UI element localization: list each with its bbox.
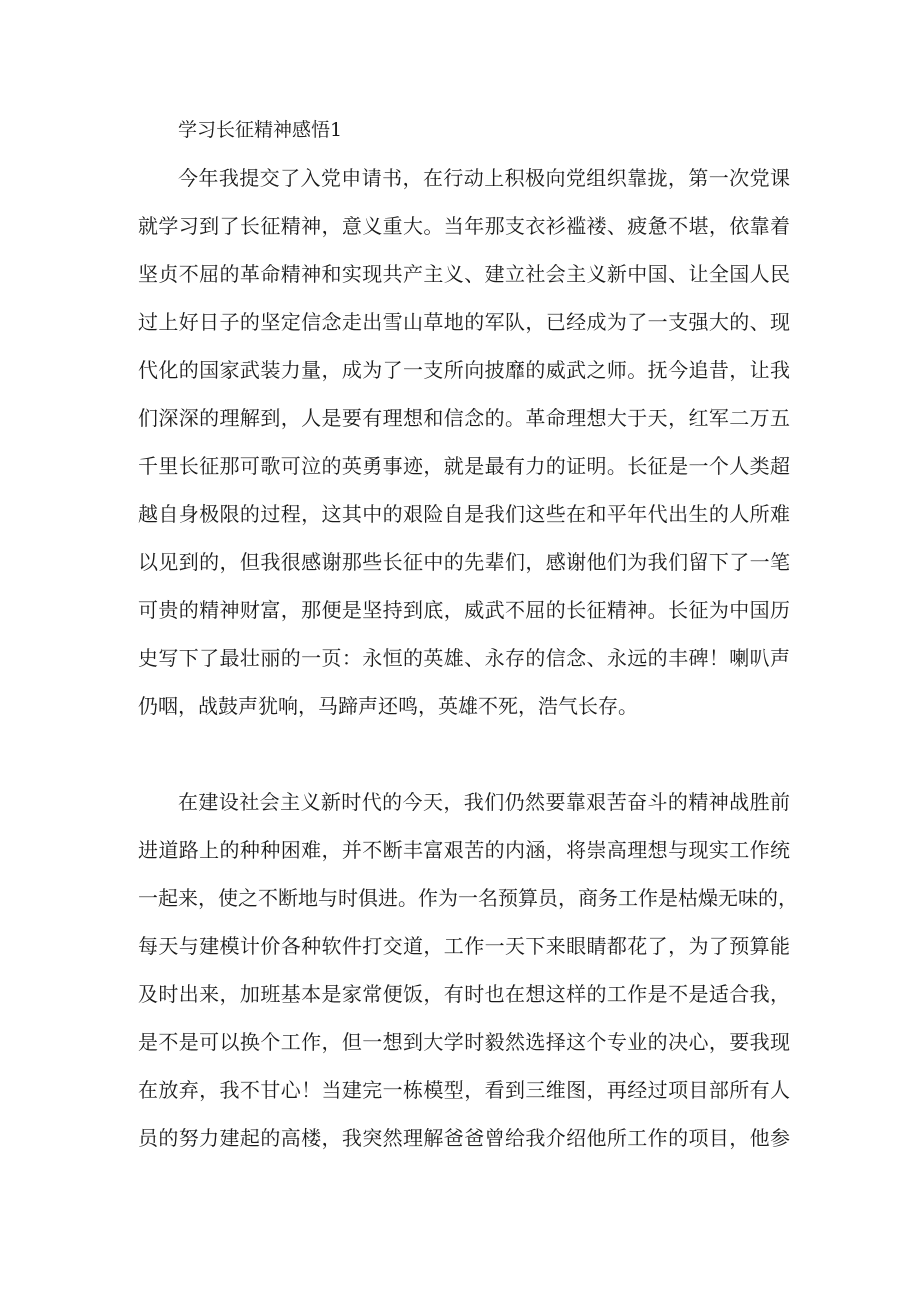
- text-line: 进道路上的种种困难，并不断丰富艰苦的内涵，将崇高理想与现实工作统: [138, 838, 790, 862]
- text-line: 及时出来，加班基本是家常便饭，有时也在想这样的工作是不是适合我，: [138, 982, 790, 1006]
- text-line: 史写下了最壮丽的一页：永恒的英雄、永存的信念、永远的丰碑！喇叭声: [138, 646, 790, 670]
- text-line: 以见到的，但我很感谢那些长征中的先辈们，感谢他们为我们留下了一笔: [138, 550, 790, 574]
- text-line: 一起来，使之不断地与时俱进。作为一名预算员，商务工作是枯燥无味的，: [138, 886, 798, 910]
- text-line: 越自身极限的过程，这其中的艰险自是我们这些在和平年代出生的人所难: [138, 502, 790, 526]
- text-line: 仍咽，战鼓声犹响，马蹄声还鸣，英雄不死，浩气长存。: [138, 694, 638, 718]
- paragraph: [138, 778, 798, 1162]
- text-line: 千里长征那可歌可泣的英勇事迹，就是最有力的证明。长征是一个人类超: [138, 454, 790, 478]
- text-line: 可贵的精神财富，那便是坚持到底，威武不屈的长征精神。长征为中国历: [138, 598, 790, 622]
- text-line: 员的努力建起的高楼，我突然理解爸爸曾给我介绍他所工作的项目，他参: [138, 1126, 790, 1150]
- text-line: 今年我提交了入党申请书，在行动上积极向党组织靠拢，第一次党课: [178, 166, 790, 190]
- text-line: 在建设社会主义新时代的今天，我们仍然要靠艰苦奋斗的精神战胜前: [178, 790, 790, 814]
- text-line: 坚贞不屈的革命精神和实现共产主义、建立社会主义新中国、让全国人民: [138, 262, 790, 286]
- document-title: 学习长征精神感悟1: [178, 119, 343, 141]
- text-line: 是不是可以换个工作，但一想到大学时毅然选择这个专业的决心，要我现: [138, 1030, 790, 1054]
- text-line: 每天与建模计价各种软件打交道，工作一天下来眼睛都花了，为了预算能: [138, 934, 790, 958]
- text-line: 们深深的理解到，人是要有理想和信念的。革命理想大于天，红军二万五: [138, 406, 790, 430]
- text-line: 就学习到了长征精神，意义重大。当年那支衣衫褴褛、疲惫不堪，依靠着: [138, 214, 790, 238]
- text-line: 过上好日子的坚定信念走出雪山草地的军队，已经成为了一支强大的、现: [138, 310, 790, 334]
- text-line: 代化的国家武装力量，成为了一支所向披靡的威武之师。抚今追昔，让我: [138, 358, 790, 382]
- document-body: [138, 106, 798, 1162]
- paragraph: [138, 154, 790, 730]
- text-line: 在放弃，我不甘心！当建完一栋模型，看到三维图，再经过项目部所有人: [138, 1078, 790, 1102]
